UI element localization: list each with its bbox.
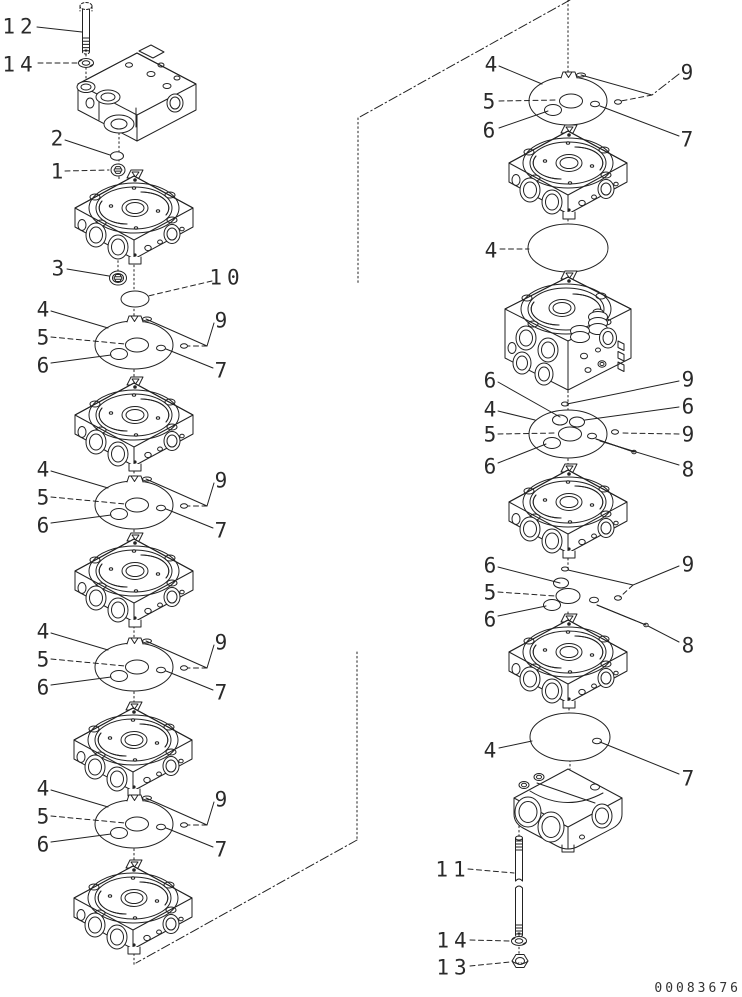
leader-line	[166, 349, 213, 368]
valve-section	[75, 533, 193, 627]
leader-line	[51, 471, 108, 488]
callout-4	[484, 739, 532, 763]
callout-number-6: 6	[483, 454, 497, 479]
callout-6	[484, 606, 546, 632]
callout-number-4: 4	[483, 397, 497, 422]
valve-section	[74, 702, 192, 796]
callout-7	[166, 509, 227, 543]
separator-plate	[529, 72, 622, 125]
valve-section	[75, 377, 193, 471]
callout-4	[37, 777, 108, 808]
leader-line	[600, 441, 679, 465]
callout-number-9: 9	[214, 787, 228, 812]
callout-number-5: 5	[483, 580, 497, 605]
leader-line	[567, 381, 679, 404]
callout-number-9: 9	[214, 468, 228, 493]
leader-line	[498, 382, 560, 417]
callout-3	[52, 257, 109, 281]
leader-line	[470, 962, 510, 966]
leader-line	[166, 828, 213, 847]
callout-number-2: 2	[50, 126, 64, 151]
callout-number-14: 14	[2, 52, 38, 77]
leader-line	[600, 106, 679, 136]
callout-number-7: 7	[214, 837, 228, 862]
callout-14	[2, 53, 78, 77]
callout-number-7: 7	[214, 680, 228, 705]
callout-number-6: 6	[36, 353, 50, 378]
leader-line	[148, 281, 212, 296]
callout-9	[568, 553, 694, 598]
leader-line	[166, 509, 213, 528]
plug-3	[110, 271, 127, 285]
callout-7	[166, 828, 227, 862]
callout-number-7: 7	[680, 127, 694, 152]
callout-7	[600, 106, 693, 152]
nut-13	[512, 955, 528, 968]
callout-number-6: 6	[483, 368, 497, 393]
leader-line	[652, 74, 679, 95]
callout-number-4: 4	[36, 619, 50, 644]
callout-number-6: 6	[36, 513, 50, 538]
leader-line	[470, 940, 511, 941]
leader-line	[498, 606, 546, 616]
valve-section	[74, 860, 192, 954]
o-ring-2	[111, 152, 124, 160]
leader-line	[51, 311, 108, 328]
callout-4	[37, 620, 108, 651]
leader-line	[499, 741, 532, 748]
callout-number-7: 7	[681, 766, 695, 791]
callout-8	[648, 626, 694, 658]
callout-number-5: 5	[482, 89, 496, 114]
gasket-4	[530, 713, 610, 761]
callout-number-10: 10	[209, 265, 245, 290]
leader-line	[600, 742, 679, 774]
top-cover-block	[77, 45, 196, 141]
callout-13	[436, 956, 510, 980]
leader-line	[65, 170, 109, 171]
callout-number-11: 11	[435, 857, 471, 882]
callout-number-5: 5	[36, 804, 50, 829]
callout-number-4: 4	[484, 52, 498, 77]
callout-number-8: 8	[681, 633, 695, 658]
callout-4	[485, 239, 529, 263]
callout-number-7: 7	[214, 518, 228, 543]
callout-number-6: 6	[483, 607, 497, 632]
washer-14	[79, 59, 94, 68]
inlet-section-block	[505, 271, 631, 390]
valve-section	[509, 464, 627, 558]
leader-line	[37, 27, 82, 32]
callout-number-6: 6	[36, 675, 50, 700]
separator-plate	[95, 638, 188, 691]
callout-number-6: 6	[483, 553, 497, 578]
callout-number-8: 8	[681, 457, 695, 482]
leader-line	[498, 411, 535, 420]
callout-4	[37, 298, 108, 329]
callout-7	[166, 349, 227, 383]
callout-4	[37, 458, 108, 489]
washer-14	[512, 937, 527, 946]
callout-number-9: 9	[681, 367, 695, 392]
callout-12	[2, 15, 82, 39]
leader-line	[585, 407, 679, 420]
callout-6	[484, 444, 546, 479]
valve-section	[75, 170, 193, 264]
callout-10	[148, 266, 245, 297]
leader-line	[499, 111, 548, 128]
o-ring-10	[121, 291, 149, 307]
callout-number-4: 4	[484, 238, 498, 263]
leader-line	[499, 66, 542, 84]
callout-14	[436, 929, 511, 953]
callout-number-6: 6	[36, 832, 50, 857]
end-cover-block	[514, 769, 622, 852]
callout-number-9: 9	[214, 630, 228, 655]
callout-1	[51, 160, 109, 184]
callout-number-5: 5	[36, 647, 50, 672]
separator-plate	[95, 316, 188, 369]
callout-number-4: 4	[483, 738, 497, 763]
valve-section	[509, 125, 627, 219]
callout-number-5: 5	[36, 325, 50, 350]
callout-9	[620, 423, 694, 447]
leader-line	[620, 433, 679, 434]
callout-number-6: 6	[681, 394, 695, 419]
leader-line	[65, 140, 110, 155]
callout-8	[600, 441, 694, 482]
callout-number-9: 9	[681, 422, 695, 447]
callout-11	[435, 858, 514, 882]
callout-number-4: 4	[36, 776, 50, 801]
callout-4	[484, 398, 535, 422]
leader-line	[498, 567, 560, 583]
leader-line	[568, 566, 679, 585]
plug-1	[111, 164, 125, 176]
callout-6	[585, 395, 694, 421]
leader-line	[468, 869, 514, 873]
drawing-number: 00083676	[654, 981, 741, 996]
callout-4	[485, 53, 542, 85]
callout-6	[484, 554, 560, 584]
callout-number-4: 4	[36, 457, 50, 482]
callout-7	[600, 742, 694, 791]
callout-number-4: 4	[36, 297, 50, 322]
callout-2	[51, 127, 110, 156]
callout-number-7: 7	[214, 358, 228, 383]
callout-number-9: 9	[680, 60, 694, 85]
stud-11	[516, 836, 523, 937]
callout-7	[166, 671, 227, 705]
callout-number-5: 5	[483, 422, 497, 447]
separator-plate	[95, 795, 188, 848]
leader-line	[620, 585, 633, 597]
callout-number-14: 14	[436, 928, 472, 953]
callout-number-1: 1	[50, 159, 64, 184]
callout-number-12: 12	[2, 14, 38, 39]
callout-number-6: 6	[482, 118, 496, 143]
separator-plate	[95, 476, 188, 529]
leader-line	[498, 444, 546, 463]
leader-line	[621, 95, 652, 101]
leader-line	[51, 633, 108, 650]
gasket-4	[528, 224, 608, 272]
separator-plate	[529, 402, 636, 458]
leader-line	[166, 671, 213, 690]
callout-number-5: 5	[36, 485, 50, 510]
leader-line	[498, 592, 555, 596]
callout-number-13: 13	[436, 955, 472, 980]
leader-line	[51, 790, 108, 807]
hex-bolt-12	[80, 3, 92, 55]
valve-section	[509, 614, 627, 708]
leader-line	[67, 269, 109, 276]
callout-number-9: 9	[681, 552, 695, 577]
leader-line	[648, 626, 679, 642]
callout-number-9: 9	[214, 308, 228, 333]
callout-5	[484, 581, 555, 605]
callout-number-3: 3	[51, 256, 65, 281]
